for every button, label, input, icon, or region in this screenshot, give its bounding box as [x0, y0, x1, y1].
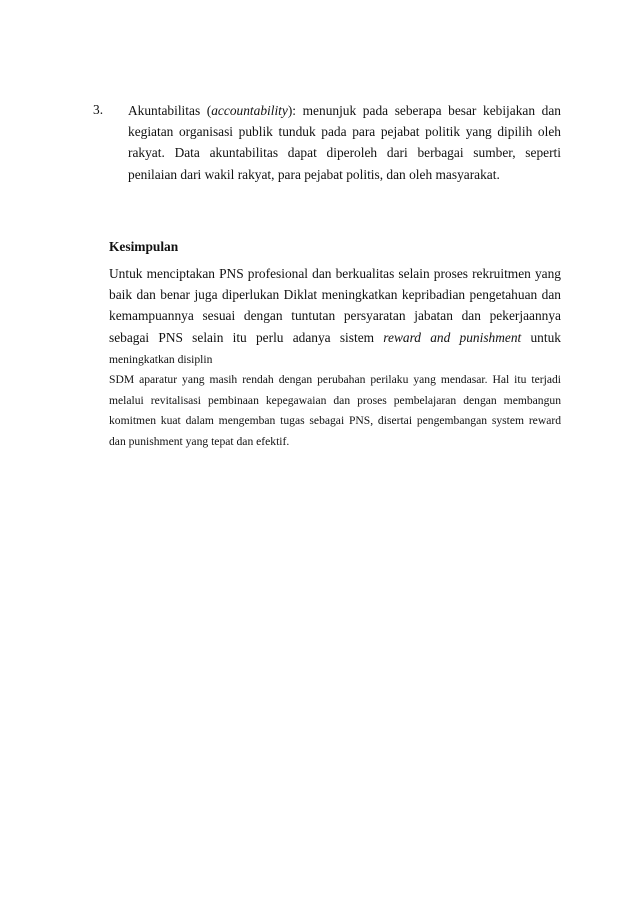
conclusion-paragraph-continued: SDM aparatur yang masih rendah dengan perubahan perilaku yang mendasar. Hal itu terjadi melalui revitalisasi pembinaan kepegawaian dan proses pembelajaran dengan membangun komitmen kuat dalam mengemban tugas sebagai PNS, disertai pengembangan system reward dan punishment yang tepat dan efektif. — [109, 373, 561, 448]
term: Akuntabilitas — [128, 103, 201, 118]
term-definition: menunjuk pada seberapa besar kebijakan dan kegiatan organisasi publik tunduk pada para pejabat politik yang dipilih oleh rakyat. Data akuntabilitas dapat diperoleh dari berbagai sumber, seperti penilaian dari wakil rakyat, para pejabat politis, dan oleh masyarakat. — [128, 103, 562, 182]
conclusion-paragraph: Untuk menciptakan PNS profesional dan berkualitas selain proses rekruitmen yang baik dan benar juga diperlukan Diklat meningkatkan kepribadian pengetahuan dan kemampuannya sesuai dengan tuntutan persyaratan jabatan dan pekerjaannya sebagai PNS selain itu perlu adanya sistem reward and punishment untuk meningkatkan disiplin — [109, 266, 561, 366]
section-heading: Kesimpulan — [109, 239, 179, 254]
list-number: 3. — [93, 102, 104, 117]
conclusion-section — [109, 237, 561, 452]
term-english: accountability — [211, 103, 288, 118]
italic-phrase: reward and punishment — [383, 329, 522, 345]
list-item-text: Akuntabilitas (accountability): menunjuk pada seberapa besar kebijakan dan kegiatan organisasi publik tunduk pada para pejabat politik yang dipilih oleh rakyat. Data akuntabilitas dapat diperoleh dari berbagai sumber, seperti penilaian dari wakil rakyat, para pejabat politis, dan oleh masyarakat. — [128, 103, 562, 182]
